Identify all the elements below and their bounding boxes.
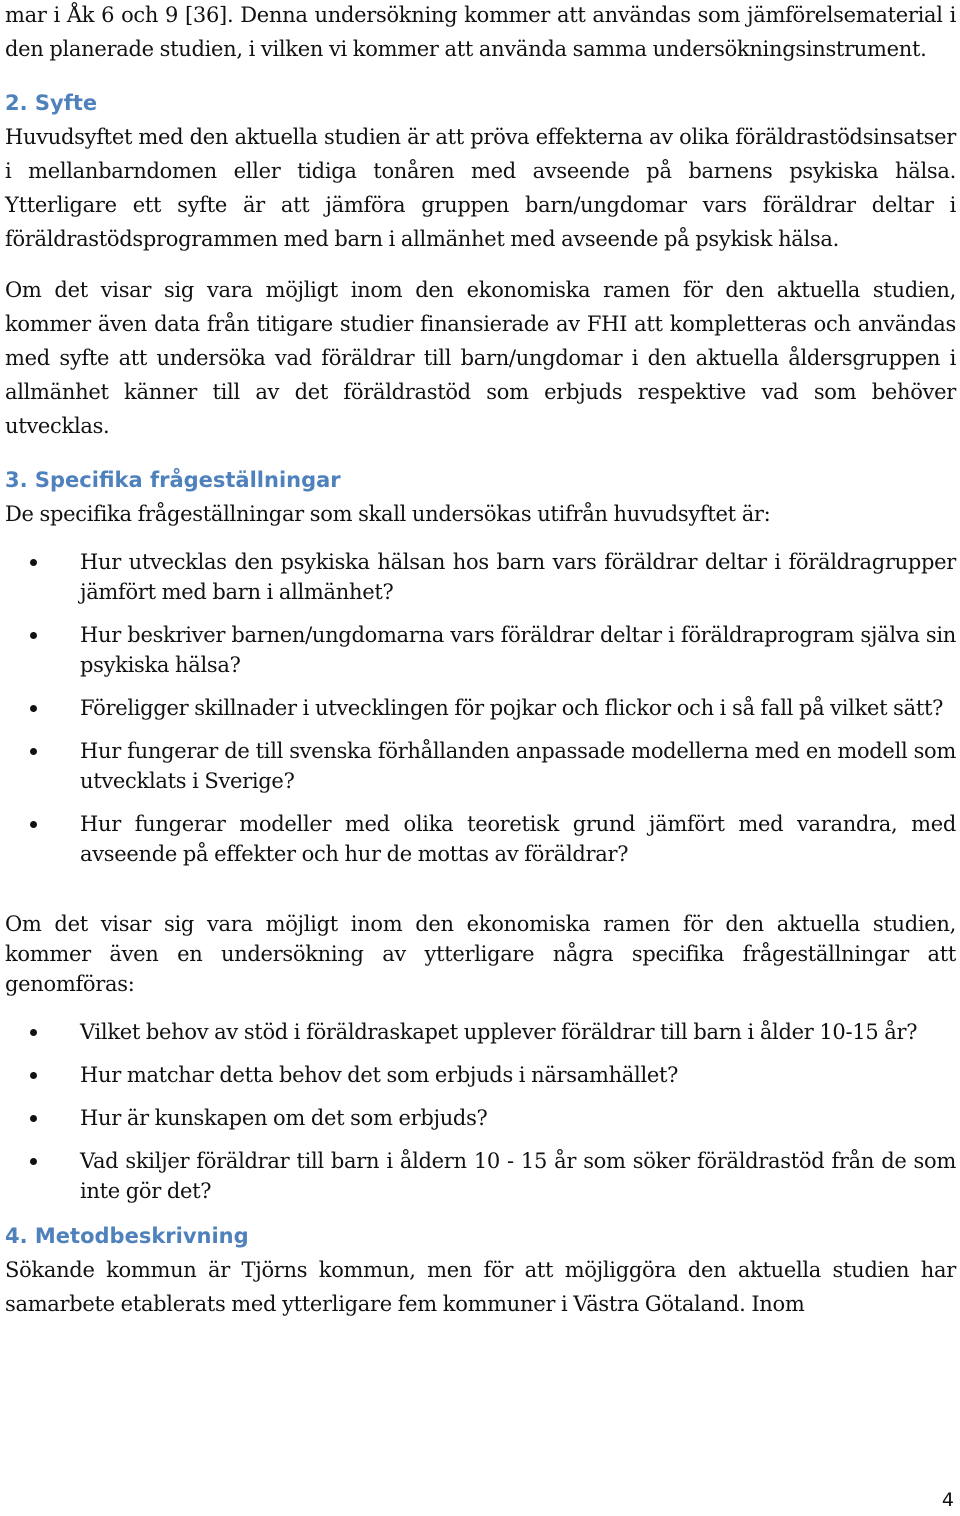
intro-paragraph: mar i Åk 6 och 9 [36]. Denna undersökning kommer att användas som jämförelsematerial i den planerade studien, i vilken vi kommer att använda samma undersökningsinstrument. (5, 3, 956, 61)
list-item (5, 547, 956, 607)
section-3-heading: 3. Specifika frågeställningar (5, 468, 341, 492)
bullet-icon (30, 1115, 37, 1122)
section-4-heading: 4. Metodbeskrivning (5, 1224, 249, 1248)
list-item (5, 1146, 956, 1206)
list-item (5, 620, 956, 680)
section-2-paragraph-1: Huvudsyftet med den aktuella studien är att pröva effekterna av olika föräldrastödsinsatser i mellanbarndomen eller tidiga tonåren med avseende på barnens psykiska hälsa. Ytterligare ett syfte är att jämföra gruppen barn/ungdomar vars föräldrar deltar i föräldrastödsprogrammen med barn i allmänhet med avseende på psykisk hälsa. (5, 125, 956, 251)
bullet-icon (30, 559, 37, 566)
list-item (5, 1103, 956, 1133)
section-2-paragraph-2: Om det visar sig vara möjligt inom den ekonomiska ramen för den aktuella studien, kommer även data från titigare studier finansierade av FHI att kompletteras och användas med syfte att undersöka vad föräldrar till barn/ungdomar i den aktuella åldersgruppen i allmänhet känner till av det föräldrastöd som erbjuds respektive vad som behöver utvecklas. (5, 278, 956, 438)
bullet-icon (30, 1158, 37, 1165)
bullet-icon (30, 632, 37, 639)
document-page (5, 0, 956, 1321)
list-item-text: Vilket behov av stöd i föräldraskapet upplever föräldrar till barn i ålder 10-15 år? (80, 1020, 918, 1044)
list-item-text: Hur utvecklas den psykiska hälsan hos barn vars föräldrar deltar i föräldragrupper jämfört med barn i allmänhet? (80, 550, 956, 604)
list-item-text: Vad skiljer föräldrar till barn i åldern 10 - 15 år som söker föräldrastöd från de som inte gör det? (80, 1149, 956, 1203)
page-number: 4 (941, 1489, 954, 1511)
list-item-text: Hur matchar detta behov det som erbjuds i närsamhället? (80, 1063, 679, 1087)
list-item (5, 1017, 956, 1047)
section-2-heading: 2. Syfte (5, 91, 98, 115)
list-item-text: Hur fungerar de till svenska förhållanden anpassade modellerna med en modell som utvecklats i Sverige? (80, 739, 956, 793)
list-item (5, 1060, 956, 1090)
bullet-icon (30, 821, 37, 828)
list-item (5, 809, 956, 869)
bullet-icon (30, 748, 37, 755)
bullet-icon (30, 1029, 37, 1036)
list-item (5, 736, 956, 796)
list-item-text: Föreligger skillnader i utvecklingen för pojkar och flickor och i så fall på vilket sätt? (80, 696, 944, 720)
list-item (5, 693, 956, 723)
section-3-intro: De specifika frågeställningar som skall undersökas utifrån huvudsyftet är: (5, 502, 771, 526)
bullet-icon (30, 705, 37, 712)
list-item-text: Hur är kunskapen om det som erbjuds? (80, 1106, 488, 1130)
section-3-paragraph-2: Om det visar sig vara möjligt inom den ekonomiska ramen för den aktuella studien, kommer även en undersökning av ytterligare några specifika frågeställningar att genomföras: (5, 912, 956, 996)
list-item-text: Hur beskriver barnen/ungdomarna vars föräldrar deltar i föräldraprogram själva sin psykiska hälsa? (80, 623, 956, 677)
list-item-text: Hur fungerar modeller med olika teoretisk grund jämfört med varandra, med avseende på effekter och hur de mottas av föräldrar? (80, 812, 956, 866)
section-4-paragraph-1: Sökande kommun är Tjörns kommun, men för att möjliggöra den aktuella studien har samarbete etablerats med ytterligare fem kommuner i Västra Götaland. Inom (5, 1258, 956, 1316)
questions-list (5, 547, 956, 869)
extra-questions-list (5, 1017, 956, 1206)
bullet-icon (30, 1072, 37, 1079)
